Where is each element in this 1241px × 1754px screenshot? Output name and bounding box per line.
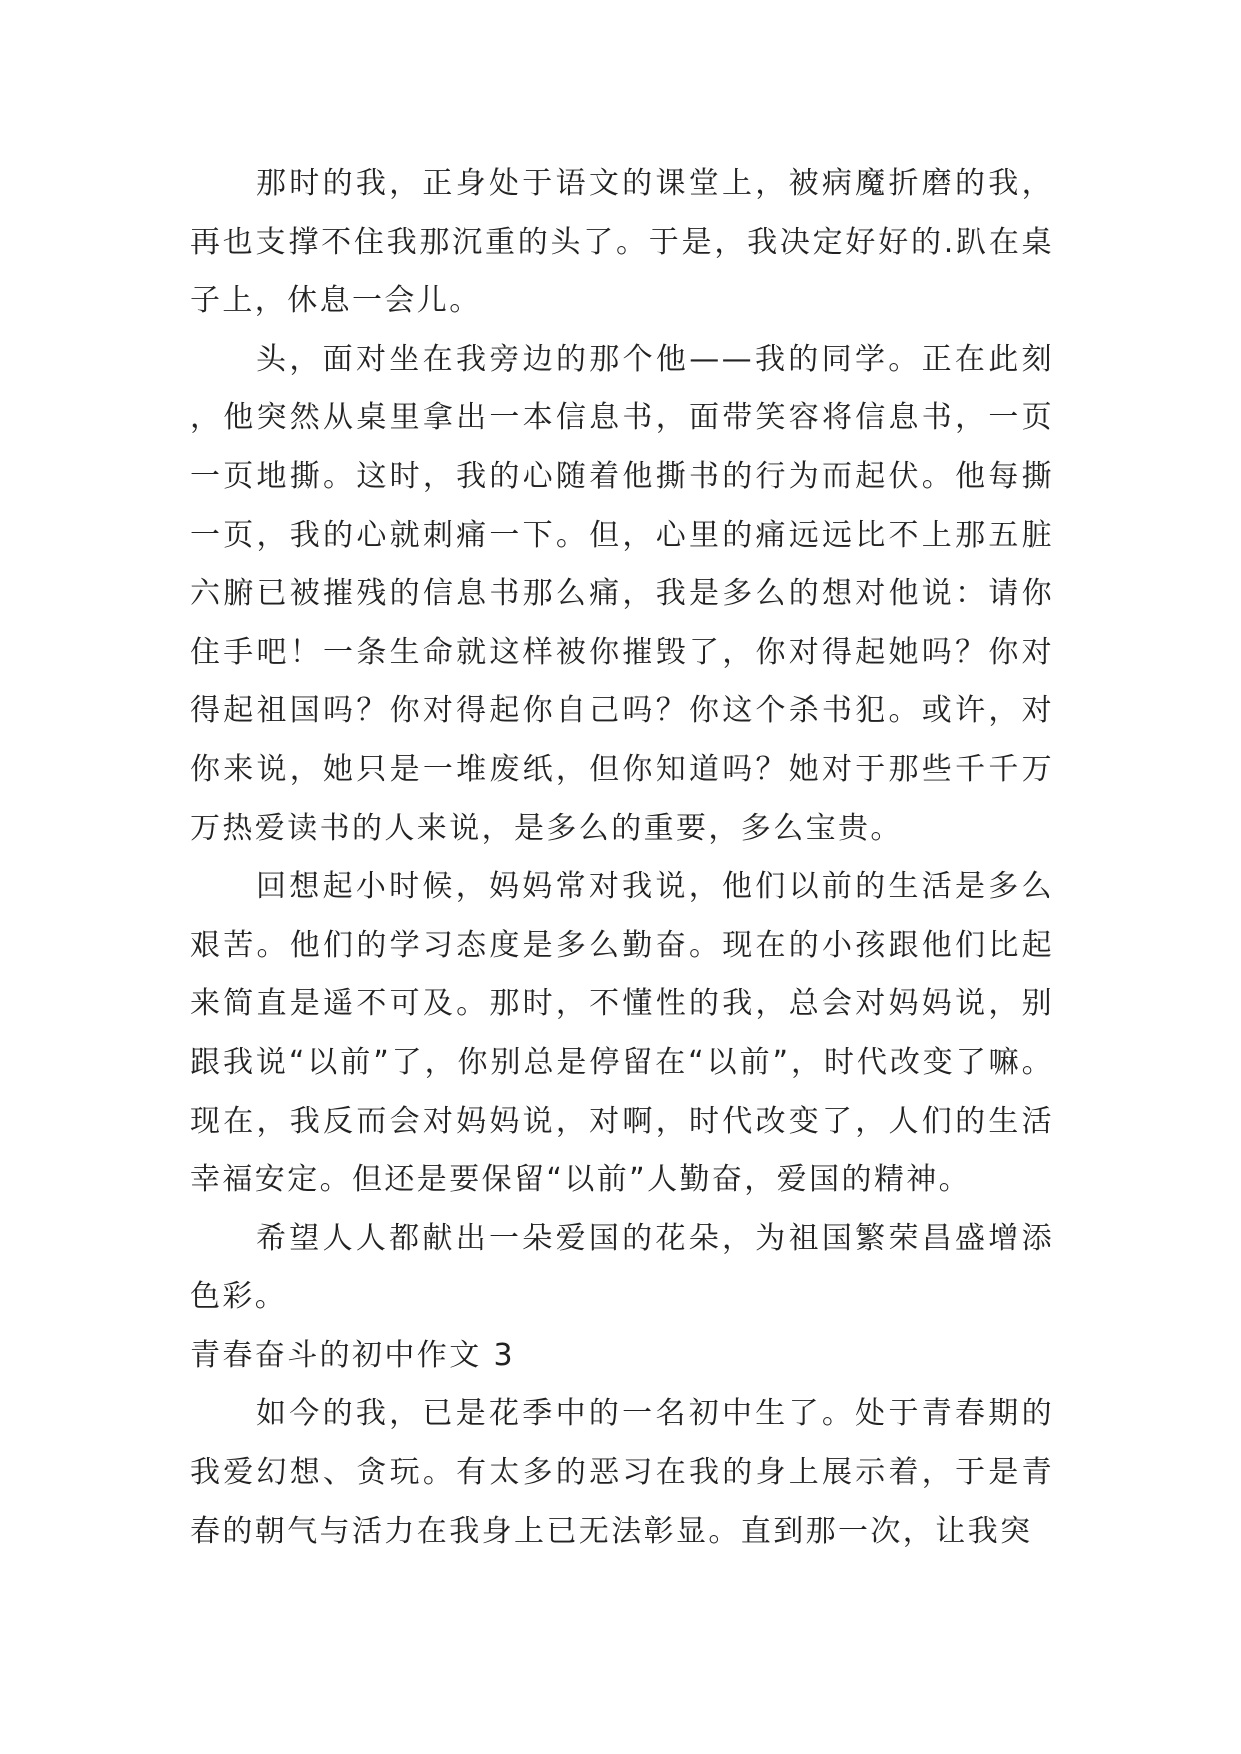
paragraph-childhood-memory: 回想起小时候，妈妈常对我说，他们以前的生活是多么艰苦。他们的学习态度是多么勤奋。现在的小孩跟他们比起来简直是遥不可及。那时，不懂性的我，总会对妈妈说，别跟我说“以前”了，你别总是停留在“以前”，时代改变了嘛。现在，我反而会对妈妈说，对啊，时代改变了，人们的生活幸福安定。但还是要保留“以前”人勤奋，爱国的精神。 [190,869,1054,1198]
section-title: 青春奋斗的初中作文 3 [190,1337,516,1373]
paragraph-essay-3-opening: 如今的我，已是花季中的一名初中生了。处于青春期的我爱幻想、贪玩。有太多的恶习在我的身上展示着，于是青春的朝气与活力在我身上已无法彰显。直到那一次，让我突 [190,1396,1054,1549]
paragraph-torn-book: 头，面对坐在我旁边的那个他——我的同学。正在此刻，他突然从桌里拿出一本信息书，面带笑容将信息书，一页一页地撕。这时，我的心随着他撕书的行为而起伏。他每撕一页，我的心就刺痛一下。但，心里的痛远远比不上那五脏六腑已被摧残的信息书那么痛，我是多么的想对他说：请你住手吧！一条生命就这样被你摧毁了，你对得起她吗？你对得起祖国吗？你对得起你自己吗？你这个杀书犯。或许，对你来说，她只是一堆废纸，但你知道吗？她对于那些千千万万热爱读书的人来说，是多么的重要，多么宝贵。 [190,341,1054,846]
paragraph-closing-wish: 希望人人都献出一朵爱国的花朵，为祖国繁荣昌盛增添色彩。 [190,1220,1054,1315]
paragraph-classroom: 那时的我，正身处于语文的课堂上，被病魔折磨的我，再也支撑不住我那沉重的头了。于是，我决定好好的.趴在桌子上，休息一会儿。 [190,166,1054,319]
document-body [190,155,1054,1561]
